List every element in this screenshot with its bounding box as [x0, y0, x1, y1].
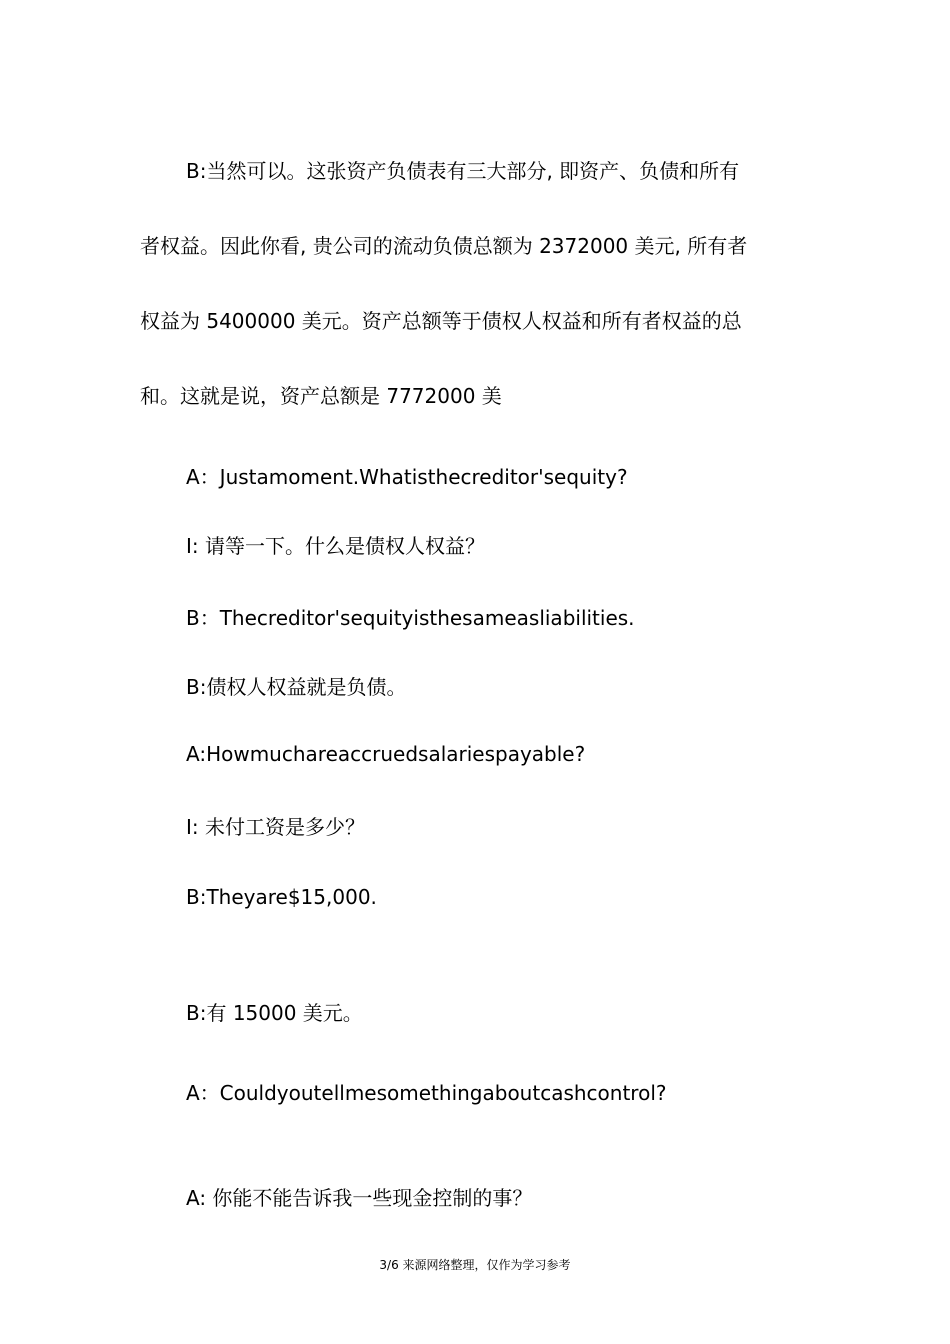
- dialogue-line: I: 请等一下。什么是债权人权益？: [186, 534, 485, 558]
- dialogue-line: B:有 15000 美元。: [186, 1001, 363, 1025]
- paragraph-line-2: 者权益。因此你看, 贵公司的流动负债总额为 2372000 美元, 所有者: [140, 234, 748, 258]
- dialogue-line: B：Thecreditor'sequityisthesameasliabilities.: [186, 606, 635, 630]
- paragraph-line-3: 权益为 5400000 美元。资产总额等于债权人权益和所有者权益的总: [140, 309, 742, 333]
- paragraph-line-4: 和。这就是说，资产总额是 7772000 美: [140, 384, 502, 408]
- dialogue-line: A: 你能不能告诉我一些现金控制的事？: [186, 1186, 533, 1210]
- dialogue-line: B:Theyare$15,000.: [186, 885, 377, 909]
- dialogue-line: A:Howmuchareaccruedsalariespayable?: [186, 742, 586, 766]
- dialogue-line: B:债权人权益就是负债。: [186, 675, 407, 699]
- page-footer: 3/6 来源网络整理，仅作为学习参考: [379, 1258, 571, 1272]
- dialogue-line: I: 未付工资是多少？: [186, 815, 365, 839]
- dialogue-line: A：Justamoment.Whatisthecreditor'sequity?: [186, 465, 628, 489]
- dialogue-line: A：Couldyoutellmesomethingaboutcashcontrol?: [186, 1081, 667, 1105]
- paragraph-line-1: B:当然可以。这张资产负债表有三大部分, 即资产、负债和所有: [186, 159, 740, 183]
